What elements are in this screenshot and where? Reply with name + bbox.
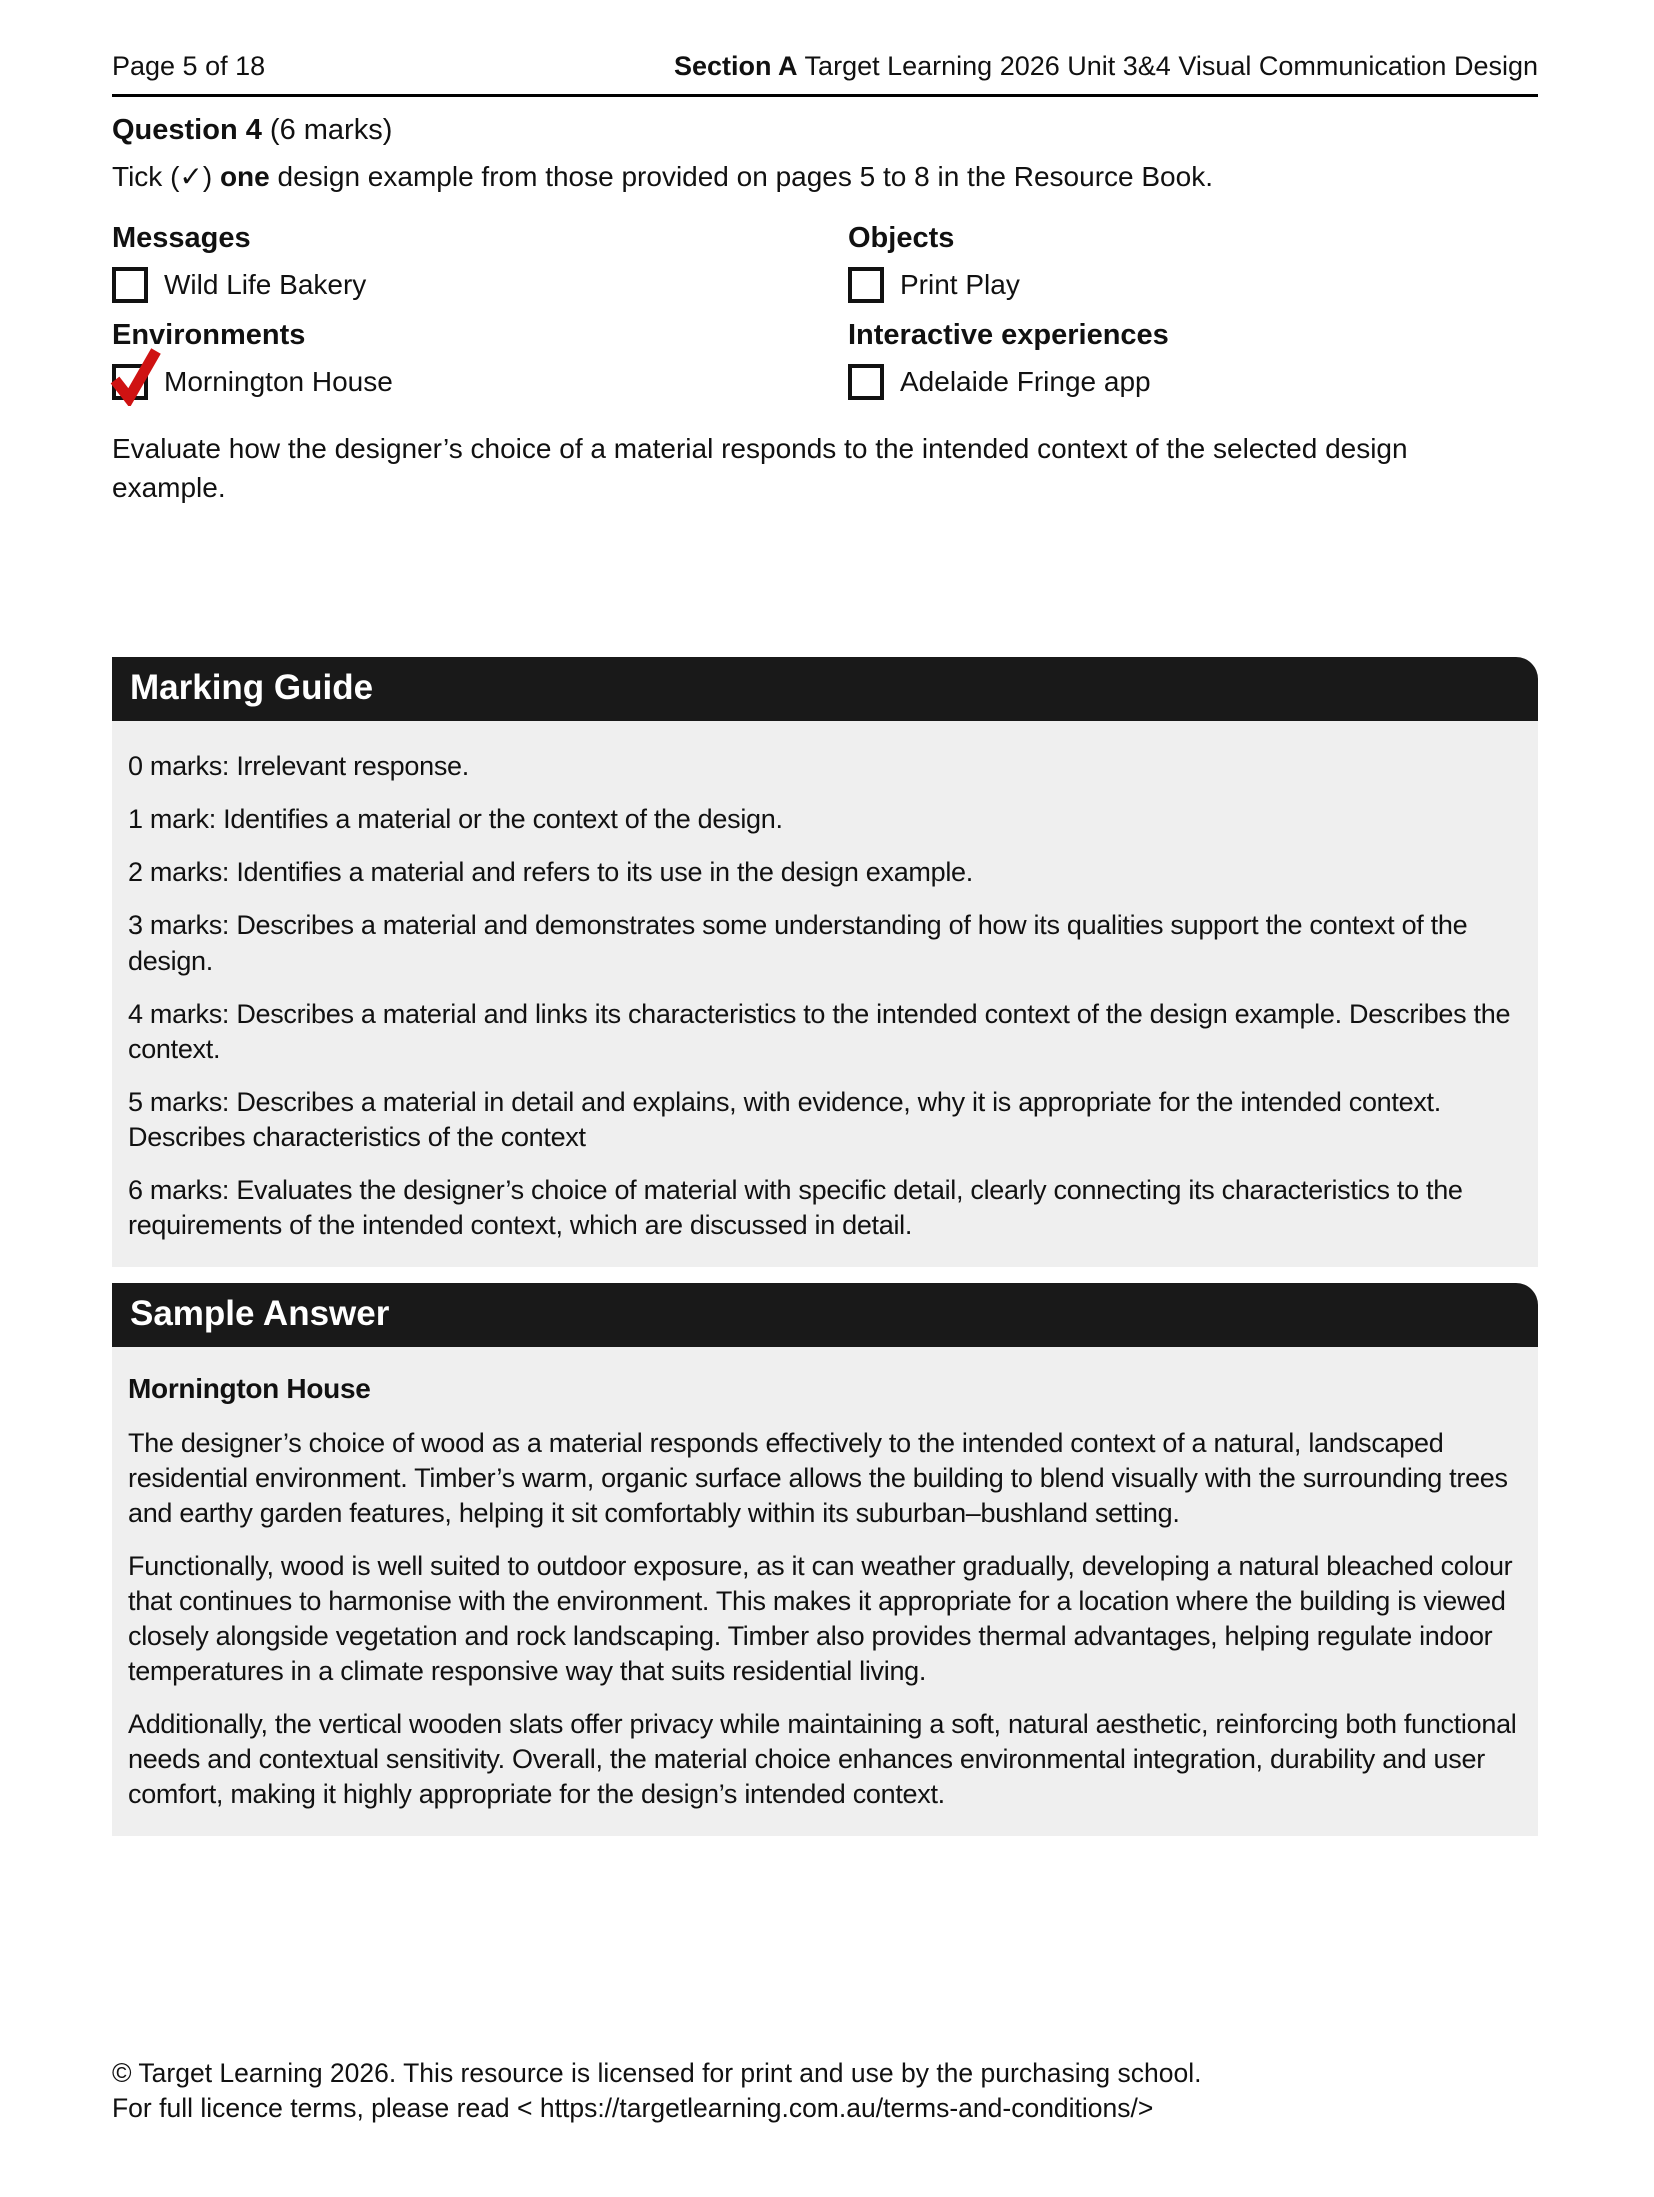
option-group-environments [112,319,848,400]
instruction-bold-word: one [219,161,270,193]
footer-copyright-line: © Target Learning 2026. This resource is licensed for print and use by the purchasing school. [112,2058,1202,2088]
page-footer [112,2056,1202,2126]
option-row [112,267,848,303]
option-row [848,364,1538,400]
checkbox-mornington-house[interactable] [112,364,148,400]
sample-answer-paragraph: The designer’s choice of wood as a material responds effectively to the intended context of a natural, landscaped residential environment. Timber’s warm, organic surface allows the building to blend visually with the surrounding trees and earthy garden features, helping it sit comfortably within its suburban–bushland setting. [128,1427,1508,1528]
option-category-label: Environments [112,318,306,351]
marking-guide-item: 1 mark: Identifies a material or the context of the design. [128,804,783,835]
option-category-label: Objects [848,221,955,254]
page-header [112,0,1538,97]
sample-answer-heading: Mornington House [128,1373,371,1405]
option-category-label: Messages [112,221,251,254]
option-row [112,364,848,400]
sample-answer-paragraph: Functionally, wood is well suited to outdoor exposure, as it can weather gradually, developing a natural bleached colour that continues to harmonise with the environment. This makes it appropriate for a location where the building is viewed closely alongside vegetation and rock landscaping. Timber also provides thermal advantages, helping regulate indoor temperatures in a climate responsive way that suits residential living. [128,1550,1513,1687]
header-title [674,52,1538,82]
question-marks: (6 marks) [261,113,393,146]
footer-licence-line: For full licence terms, please read < https://targetlearning.com.au/terms-and-conditions/> [112,2092,1154,2123]
question-title [112,113,1538,148]
option-label: Wild Life Bakery [164,268,367,300]
option-label: Print Play [900,268,1020,300]
marking-guide-item: 4 marks: Describes a material and links its characteristics to the intended context of the design example. Describes the context. [128,998,1511,1064]
option-category-label: Interactive experiences [848,318,1169,351]
sample-answer-panel [112,1347,1538,1836]
option-group-objects [848,222,1538,303]
option-label: Adelaide Fringe app [900,365,1151,397]
section-label: Section A [674,51,798,81]
marking-guide-item: 0 marks: Irrelevant response. [128,751,469,782]
question-number: Question 4 [112,113,262,146]
marking-guide-item: 5 marks: Describes a material in detail and explains, with evidence, why it is appropriate for the intended context. Describes characteristics of the context [128,1086,1441,1152]
marking-guide-item: 2 marks: Identifies a material and refers to its use in the design example. [128,857,973,888]
question-instruction [112,159,1538,195]
sample-answer-header: Sample Answer [112,1283,1538,1347]
marking-guide-item: 3 marks: Describes a material and demonstrates some understanding of how its qualities support the context of the design. [128,910,1468,976]
instruction-suffix: design example from those provided on pages 5 to 8 in the Resource Book. [269,161,1213,193]
page-number-label: Page 5 of 18 [112,51,266,81]
checkbox-adelaide-fringe-app[interactable] [848,364,884,400]
option-group-interactive-experiences [848,319,1538,400]
sample-answer-paragraph: Additionally, the vertical wooden slats offer privacy while maintaining a soft, natural aesthetic, reinforcing both functional needs and contextual sensitivity. Overall, the material choice enhances environmental integration, durability and user comfort, making it highly appropriate for the design’s intended context. [128,1709,1517,1810]
marking-guide-header: Marking Guide [112,657,1538,721]
option-row [848,267,1538,303]
checkbox-wild-life-bakery[interactable] [112,267,148,303]
option-label: Mornington House [164,365,393,397]
header-title-text: Target Learning 2026 Unit 3&4 Visual Communication Design [797,51,1538,81]
marking-guide-panel [112,721,1538,1267]
evaluate-prompt: Evaluate how the designer’s choice of a material responds to the intended context of the selected design example. [112,432,1408,503]
option-group-messages [112,222,848,303]
checkbox-print-play[interactable] [848,267,884,303]
marking-guide-item: 6 marks: Evaluates the designer’s choice of material with specific detail, clearly connecting its characteristics to the requirements of the intended context, which are discussed in detail. [128,1174,1463,1241]
design-example-options [112,222,1538,400]
instruction-prefix: Tick (✓) [112,161,220,193]
